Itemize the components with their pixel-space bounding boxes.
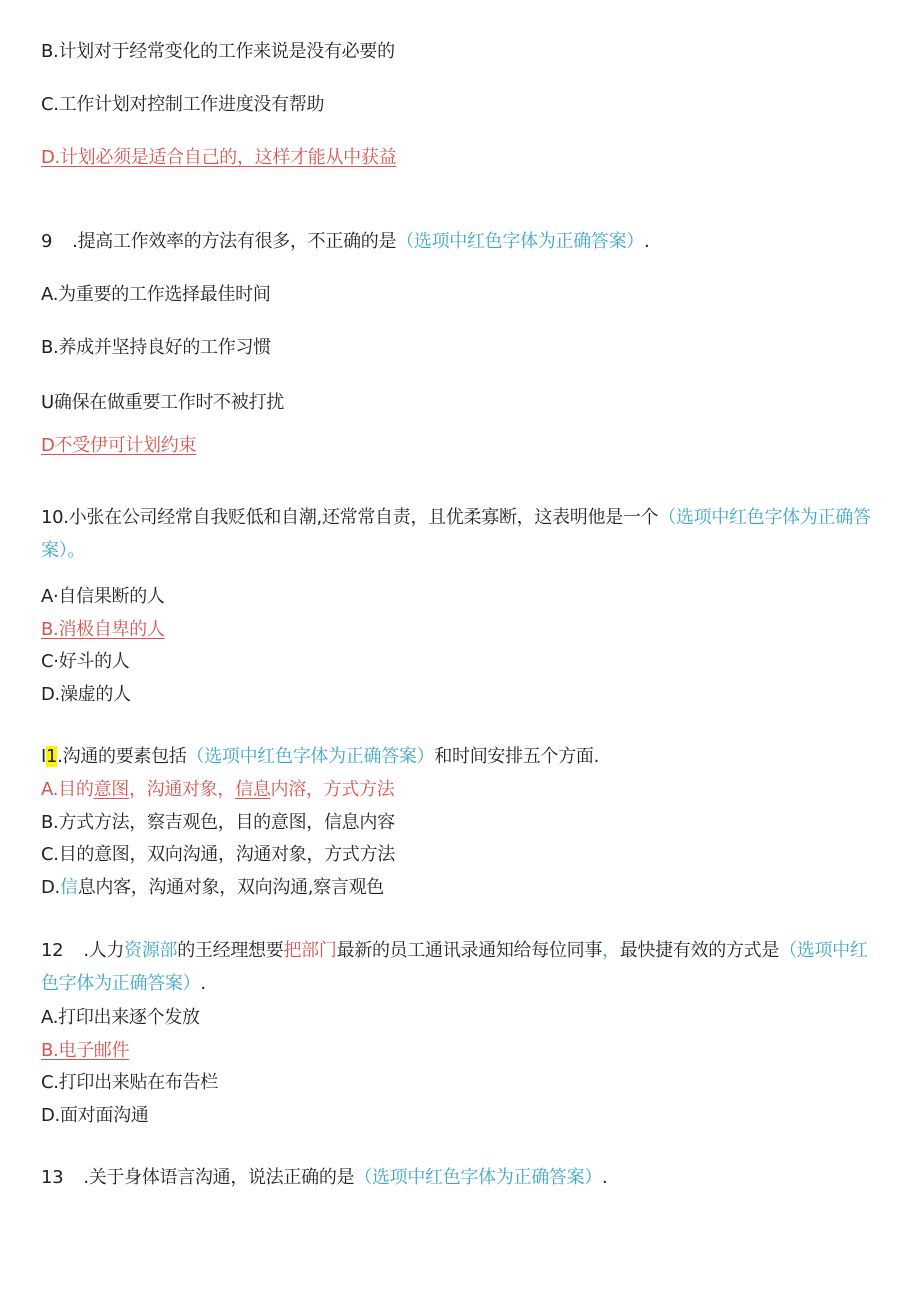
- q12-option-b-correct: B.电子邮件: [41, 1040, 130, 1061]
- q13-stem-text: .关于身体语言沟通，说法正确的是: [83, 1167, 355, 1188]
- q10-option-a: A·自信果断的人: [41, 586, 165, 607]
- q8-option-c: C.工作计划对控制工作进度没有帮助: [41, 94, 325, 115]
- q8-option-d-correct: D.计划必须是适合自己的，这样才能从中获益: [41, 147, 397, 168]
- q11-option-a-correct: [41, 778, 394, 802]
- q12-option-a: A.打印出来逐个发放: [41, 1007, 200, 1028]
- q8-option-b: B.计划对于经常变化的工作来说是没有必要的: [41, 41, 395, 62]
- q12-s7: 最快捷有效的方式是: [619, 940, 780, 961]
- q9-option-d-correct: D不受伊可计划约束: [41, 435, 197, 456]
- q11-number-first: I: [41, 746, 47, 767]
- q13-stem: [41, 1166, 607, 1190]
- q10-stem-text: 10.小张在公司经常自我贬低和自潮,还常常自责，且优柔寡断，这表明他是一个: [41, 507, 659, 528]
- q11-number-highlight: 1: [46, 746, 58, 767]
- q11-a-part1: A.目的: [41, 779, 94, 800]
- q11-option-b: B.方式方法，察吉观色，目的意图，信息内容: [41, 812, 395, 833]
- q11-a-part4: 信息: [235, 779, 271, 800]
- q11-stem: [41, 745, 599, 769]
- q12-s6: ，: [602, 940, 620, 961]
- q9-option-a: A.为重要的工作选择最佳时间: [41, 284, 271, 305]
- q11-option-d: [41, 876, 384, 900]
- q11-a-part3: ，沟通对象，: [128, 779, 236, 800]
- q9-option-b: B.养成并坚持良好的工作习惯: [41, 337, 271, 358]
- q11-d-prefix: D.: [41, 877, 60, 898]
- q9-option-c: U确保在做重要工作时不被打扰: [41, 392, 284, 413]
- q12-stem-end: .: [200, 973, 206, 994]
- q13-stem-end: .: [602, 1167, 608, 1188]
- q9-stem: [41, 230, 649, 254]
- q13-number: 13: [41, 1167, 64, 1188]
- q10-stem: [41, 501, 881, 567]
- q11-stem-end: 和时间安排五个方面.: [434, 746, 600, 767]
- q11-hint: （选项中红色字体为正确答案）: [186, 746, 435, 767]
- q12-s3: 的王经理想要: [177, 940, 284, 961]
- q11-a-part2: 意图: [93, 779, 129, 800]
- q10-option-c: C·好斗的人: [41, 651, 130, 672]
- q10-option-d: D.澡虚的人: [41, 684, 131, 705]
- q12-option-c: C.打印出来贴在布告栏: [41, 1072, 218, 1093]
- q12-option-d: D.面对面沟通: [41, 1105, 149, 1126]
- q12-hint: （选项中红色字体为正确答案）: [41, 940, 868, 994]
- q9-hint: （选项中红色字体为正确答案）: [396, 231, 644, 252]
- q9-number: 9: [41, 231, 53, 252]
- q11-d-blue-char: 信: [59, 877, 78, 898]
- q9-stem-text: .提高工作效率的方法有很多，不正确的是: [72, 231, 397, 252]
- q11-d-rest: 息内客，沟通对象，双向沟通,察言观色: [77, 877, 385, 898]
- q11-a-part5: 内溶，方式方法: [270, 779, 395, 800]
- q10-hint: （选项中红色字体为正确答案）。: [41, 507, 871, 561]
- q11-stem-text: .沟通的要素包括: [57, 746, 187, 767]
- q13-hint: （选项中红色字体为正确答案）: [354, 1167, 603, 1188]
- q12-number: 12: [41, 940, 64, 961]
- q12-s2: 资源部: [124, 940, 178, 961]
- q12-stem: [41, 934, 881, 1000]
- q12-s4: 把部门: [283, 940, 337, 961]
- q9-stem-end: .: [644, 231, 650, 252]
- q12-s5: 最新的员工通讯录通知给每位同事: [336, 940, 603, 961]
- q12-s1: .人力: [83, 940, 125, 961]
- q11-option-c: C.目的意图，双向沟通，沟通对象，方式方法: [41, 844, 395, 865]
- q10-option-b-correct: B.消极自卑的人: [41, 619, 165, 640]
